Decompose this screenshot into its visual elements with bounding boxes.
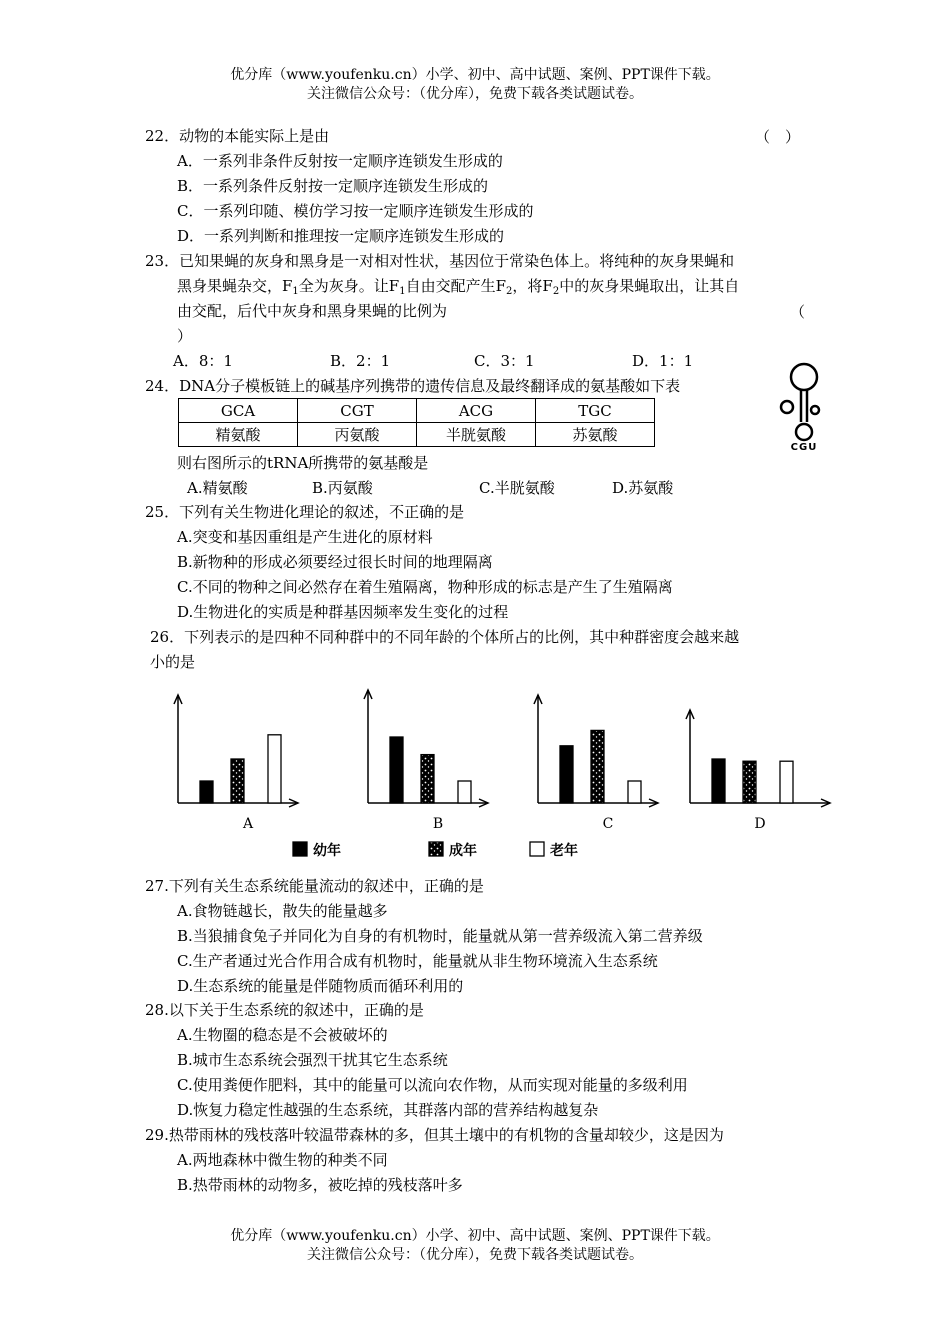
footer-line2: 关注微信公众号：（优分库），免费下载各类试题试卷。 (307, 1247, 643, 1263)
q24-question: 则右图所示的tRNA所携带的氨基酸是 (177, 454, 429, 472)
amino-acid-row (179, 423, 655, 447)
q24-option-a: A.精氨酸 (187, 479, 248, 497)
chart-bar-c-1 (591, 730, 604, 803)
codon-cell: ACG (417, 399, 536, 423)
q22-option-b: B．一系列条件反射按一定顺序连锁发生形成的 (177, 177, 489, 195)
legend-swatch-1 (429, 842, 443, 856)
legend-label: 幼年 (313, 843, 341, 859)
q28-stem: 28.以下关于生态系统的叙述中，正确的是 (145, 1001, 424, 1019)
codon-row (179, 399, 655, 423)
q28-option-c: C.使用粪便作肥料，其中的能量可以流向农作物，从而实现对能量的多级利用 (177, 1076, 688, 1094)
q27-option-a: A.食物链越长，散失的能量越多 (177, 902, 388, 920)
q28-option-b: B.城市生态系统会强烈干扰其它生态系统 (177, 1051, 448, 1069)
q26-line2: 小的是 (150, 653, 196, 671)
trna-anticodon-label: CGU (790, 442, 818, 453)
q29-option-a: A.两地森林中微生物的种类不同 (177, 1151, 388, 1169)
q25-option-a: A.突变和基因重组是产生进化的原材料 (177, 528, 433, 546)
amino-acid-cell: 精氨酸 (179, 423, 298, 447)
q27-option-b: B.当狼捕食兔子并同化为自身的有机物时，能量就从第一营养级流入第二营养级 (177, 927, 703, 945)
codon-cell: GCA (179, 399, 298, 423)
q23-line3: 由交配，后代中灰身和黑身果蝇的比例为 (177, 302, 448, 320)
q29-option-b: B.热带雨林的动物多，被吃掉的残枝落叶多 (177, 1176, 463, 1194)
q22-option-a: A．一系列非条件反射按一定顺序连锁发生形成的 (177, 152, 503, 170)
trna-top-loop (791, 364, 817, 390)
q25-option-b: B.新物种的形成必须要经过很长时间的地理隔离 (177, 553, 493, 571)
trna-anticodon-loop (796, 424, 812, 440)
legend-swatch-2 (530, 842, 544, 856)
chart-bar-b-0 (390, 737, 403, 803)
chart-label: C (602, 816, 614, 832)
legend-label: 成年 (449, 843, 477, 859)
trna-right-loop (811, 406, 819, 414)
q27-option-d: D.生态系统的能量是伴随物质而循环利用的 (177, 977, 464, 995)
q24-option-b: B.丙氨酸 (312, 479, 373, 497)
chart-bar-b-2 (458, 781, 471, 803)
q22-option-d: D．一系列判断和推理按一定顺序连锁发生形成的 (177, 227, 505, 245)
trna-figure (770, 360, 830, 455)
q23-line2: 黑身果蝇杂交，$F_1$全为灰身。让$F_1$自由交配产生$F_2$，将$F_2$中的灰身果蝇取出，让其自 (177, 277, 740, 297)
q23-option-b: B．2：1 (330, 352, 391, 370)
legend-swatch-0 (293, 842, 307, 856)
amino-acid-cell: 苏氨酸 (536, 423, 655, 447)
chart-label: B (432, 816, 444, 832)
q24-option-c: C.半胱氨酸 (479, 479, 555, 497)
q23-option-a: A．8：1 (173, 352, 233, 370)
q25-stem: 25．下列有关生物进化理论的叙述，不正确的是 (145, 503, 465, 521)
q23-line1: 23．已知果蝇的灰身和黑身是一对相对性状，基因位于常染色体上。将纯种的灰身果蝇和 (145, 252, 735, 270)
header-line2: 关注微信公众号：（优分库），免费下载各类试题试卷。 (307, 86, 643, 102)
q27-stem: 27.下列有关生态系统能量流动的叙述中，正确的是 (145, 877, 484, 895)
q25-option-d: D.生物进化的实质是种群基因频率发生变化的过程 (177, 603, 509, 621)
chart-bar-d-0 (712, 759, 725, 803)
q28-option-a: A.生物圈的稳态是不会被破坏的 (177, 1026, 388, 1044)
codon-cell: TGC (536, 399, 655, 423)
q24-stem: 24．DNA分子模板链上的碱基序列携带的遗传信息及最终翻译成的氨基酸如下表 (145, 377, 681, 395)
q29-stem: 29.热带雨林的残枝落叶较温带森林的多，但其土壤中的有机物的含量却较少，这是因为 (145, 1126, 724, 1144)
chart-bar-b-1 (421, 755, 434, 803)
chart-label: D (754, 816, 766, 832)
amino-acid-cell: 丙氨酸 (298, 423, 417, 447)
q27-option-c: C.生产者通过光合作用合成有机物时，能量就从非生物环境流入生态系统 (177, 952, 658, 970)
footer-line1: 优分库（www.youfenku.cn）小学、初中、高中试题、案例、PPT课件下载。 (230, 1228, 720, 1244)
q23-option-c: C．3：1 (474, 352, 535, 370)
trna-left-loop (781, 401, 793, 413)
q22-answer-paren: （ ） (755, 128, 801, 146)
codon-table (178, 398, 655, 447)
q24-option-d: D.苏氨酸 (612, 479, 674, 497)
chart-bar-d-2 (780, 761, 793, 803)
age-structure-charts (160, 685, 850, 870)
header-line1: 优分库（www.youfenku.cn）小学、初中、高中试题、案例、PPT课件下载。 (230, 67, 720, 83)
q23-paren-close: ） (177, 327, 193, 345)
legend-label: 老年 (550, 843, 578, 859)
codon-cell: CGT (298, 399, 417, 423)
q28-option-d: D.恢复力稳定性越强的生态系统，其群落内部的营养结构越复杂 (177, 1101, 599, 1119)
q22-stem: 22．动物的本能实际上是由 (145, 127, 330, 145)
chart-bar-a-0 (200, 781, 213, 803)
q25-option-c: C.不同的物种之间必然存在着生殖隔离，物种形成的标志是产生了生殖隔离 (177, 578, 673, 596)
q22-option-c: C．一系列印随、模仿学习按一定顺序连锁发生形成的 (177, 202, 534, 220)
chart-bar-c-0 (560, 746, 573, 803)
chart-label: A (242, 816, 254, 832)
chart-bar-a-2 (268, 735, 281, 803)
chart-bar-a-1 (231, 759, 244, 803)
q23-paren-open: （ (790, 303, 806, 321)
q26-line1: 26．下列表示的是四种不同种群中的不同年龄的个体所占的比例，其中种群密度会越来越 (150, 628, 740, 646)
amino-acid-cell: 半胱氨酸 (417, 423, 536, 447)
chart-bar-c-2 (628, 781, 641, 803)
q23-option-d: D．1：1 (632, 352, 694, 370)
chart-bar-d-1 (743, 761, 756, 803)
